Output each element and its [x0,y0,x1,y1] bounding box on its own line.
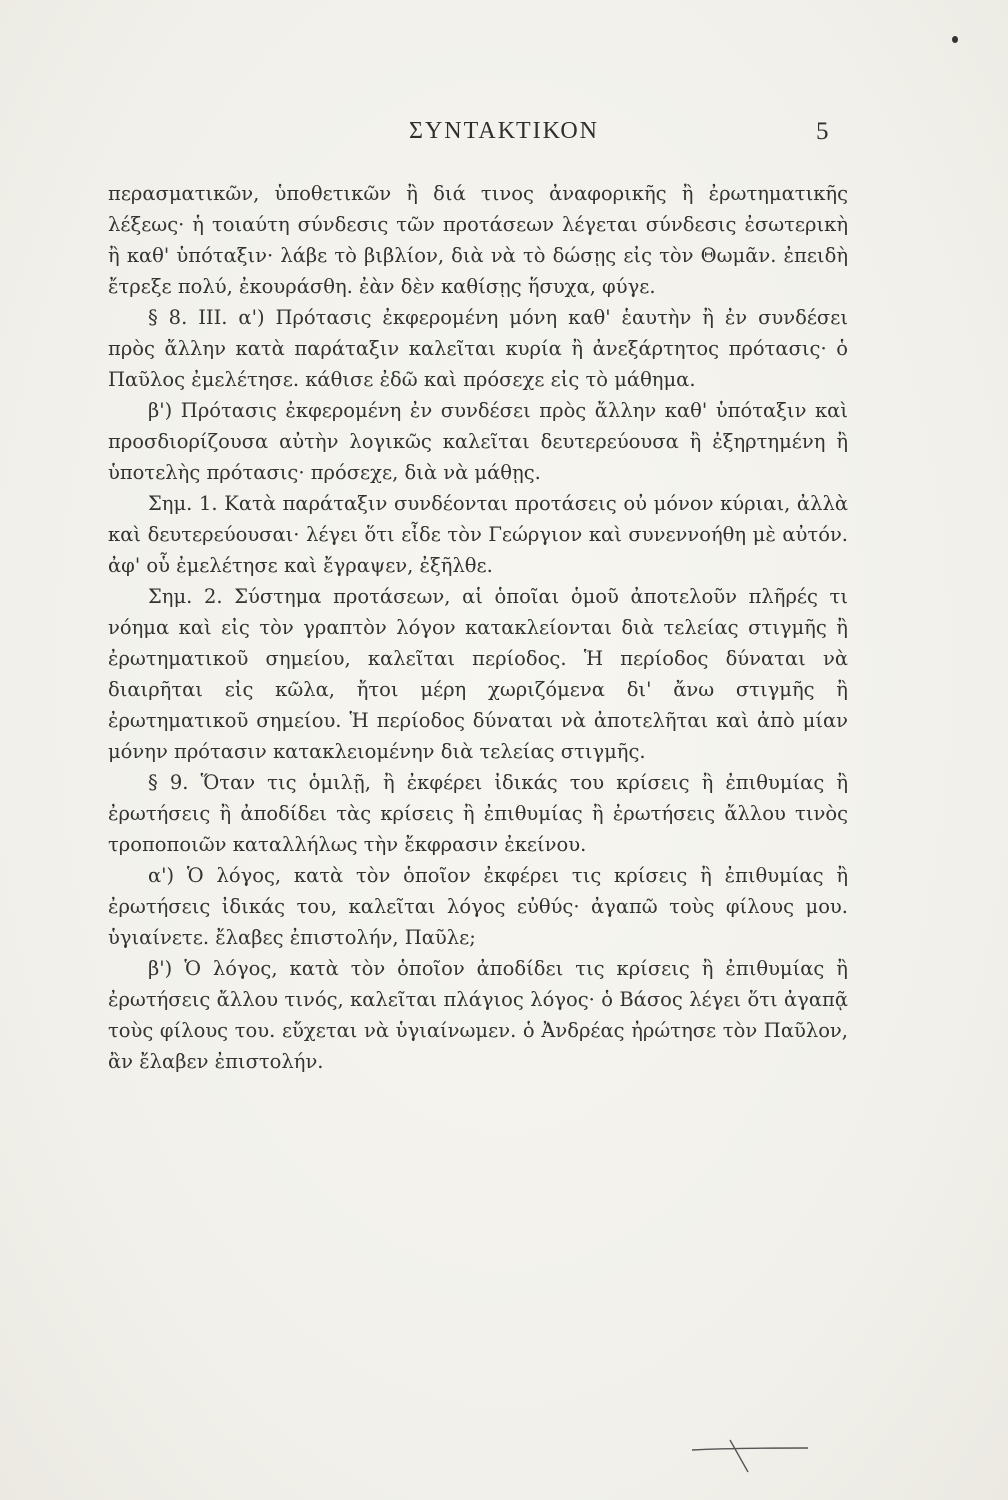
paragraph-section-9-a: α') Ὁ λόγος, κατὰ τὸν ὁποῖον ἐκφέρει τις κρίσεις ἢ ἐπιθυμίας ἢ ἐρωτήσεις ἰδικάς του, καλεῖται λόγος εὐθύς· ἀγαπῶ τοὺς φίλους μου. ὑγιαίνετε. ἔλαβες ἐπιστολήν, Παῦλε; [108,864,848,949]
paragraph-note-1: Σημ. 1. Κατὰ παράταξιν συνδέονται προτάσεις οὐ μόνον κύριαι, ἀλλὰ καὶ δευτερεύουσαι· λέγει ὅτι εἶδε τὸν Γεώργιον καὶ συνεννοήθη μὲ αὐτόν. ἀφ' οὗ ἐμελέτησε καὶ ἔγραψεν, ἐξῆλθε. [108,492,848,577]
page-header [0,118,1008,148]
running-title: ΣΥΝΤΑΚΤΙΚΟΝ [409,118,599,144]
paragraph-continuation: περασματικῶν, ὑποθετικῶν ἢ διά τινος ἀναφορικῆς ἢ ἐρωτηματικῆς λέξεως· ἡ τοιαύτη σύνδεσις τῶν προτάσεων λέγεται σύνδεσις ἐσωτερικὴ ἢ καθ' ὑπόταξιν· λάβε τὸ βιβλίον, διὰ νὰ τὸ δώσῃς εἰς τὸν Θωμᾶν. ἐπειδὴ ἔτρεξε πολύ, ἐκουράσθη. ἐὰν δὲν καθίσῃς ἥσυχα, φύγε. [108,182,848,298]
page-number: 5 [816,118,829,145]
paragraph-section-9: § 9. Ὅταν τις ὁμιλῇ, ἢ ἐκφέρει ἰδικάς του κρίσεις ἢ ἐπιθυμίας ἢ ἐρωτήσεις ἢ ἀποδίδει τὰς κρίσεις ἢ ἐπιθυμίας ἢ ἐρωτήσεις ἄλλου τινὸς τροποποιῶν καταλλήλως τὴν ἔκφρασιν ἐκείνου. [108,771,848,856]
body-text [108,178,848,1077]
paragraph-note-2: Σημ. 2. Σύστημα προτάσεων, αἱ ὁποῖαι ὁμοῦ ἀποτελοῦν πλῆρές τι νόημα καὶ εἰς τὸν γραπτὸν λόγον κατακλείονται διὰ τελείας στιγμῆς ἢ ἐρωτηματικοῦ σημείου, καλεῖται περίοδος. Ἡ περίοδος δύναται νὰ διαιρῆται εἰς κῶλα, ἤτοι μέρη χωριζόμενα δι' ἄνω στιγμῆς ἢ ἐρωτηματικοῦ σημείου. Ἡ περίοδος δύναται νὰ ἀποτελῆται καὶ ἀπὸ μίαν μόνην πρότασιν κατακλειομένην διὰ τελείας στιγμῆς. [108,585,848,763]
paragraph-section-8-b: β') Πρότασις ἐκφερομένη ἐν συνδέσει πρὸς ἄλλην καθ' ὑπόταξιν καὶ προσδιορίζουσα αὐτὴν λογικῶς καλεῖται δευτερεύουσα ἢ ἐξηρτημένη ἢ ὑποτελὴς πρότασις· πρόσεχε, διὰ νὰ μάθῃς. [108,399,848,484]
pencil-cross-mark [690,1434,810,1474]
ink-dot [952,36,958,43]
paragraph-section-9-b: β') Ὁ λόγος, κατὰ τὸν ὁποῖον ἀποδίδει τις κρίσεις ἢ ἐπιθυμίας ἢ ἐρωτήσεις ἄλλου τινός, καλεῖται πλάγιος λόγος· ὁ Βάσος λέγει ὅτι ἀγαπᾷ τοὺς φίλους του. εὔχεται νὰ ὑγιαίνωμεν. ὁ Ἀνδρέας ἠρώτησε τὸν Παῦλον, ἂν ἔλαβεν ἐπιστολήν. [108,957,848,1073]
paragraph-section-8: § 8. III. α') Πρότασις ἐκφερομένη μόνη καθ' ἑαυτὴν ἢ ἐν συνδέσει πρὸς ἄλλην κατὰ παράταξιν καλεῖται κυρία ἢ ἀνεξάρτητος πρότασις· ὁ Παῦλος ἐμελέτησε. κάθισε ἐδῶ καὶ πρόσεχε εἰς τὸ μάθημα. [108,306,848,391]
